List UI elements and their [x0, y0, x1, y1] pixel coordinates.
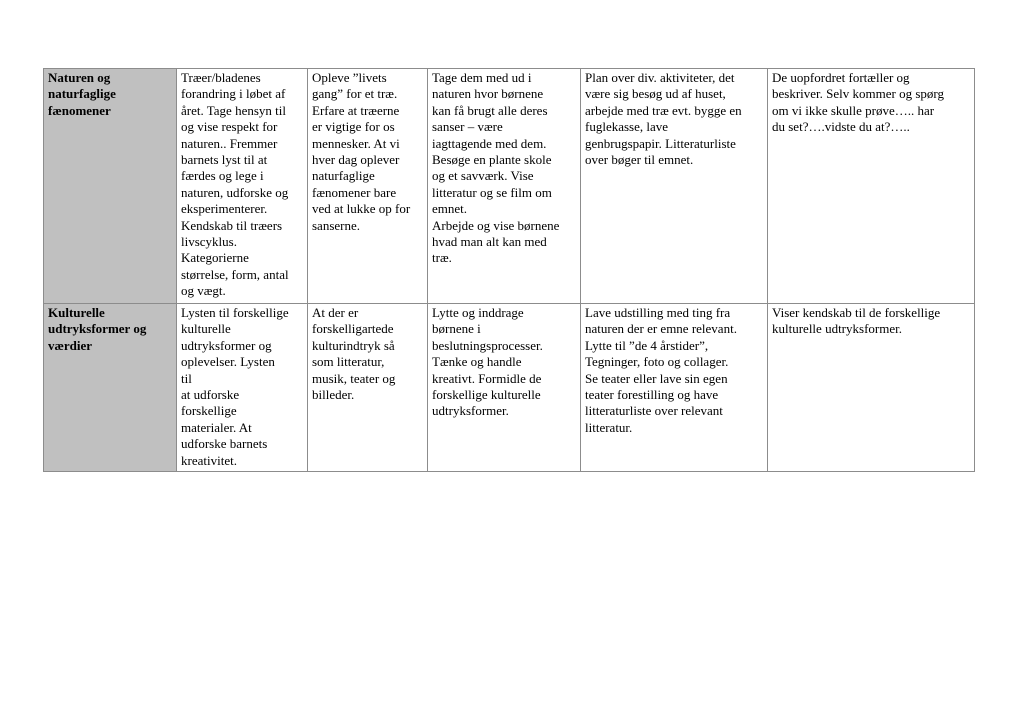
- table-cell: Lytte og inddrage børnene i beslutningsprocesser. Tænke og handle kreativt. Formidle de forskellige kulturelle udtryksformer.: [428, 304, 581, 472]
- table-cell: Lysten til forskellige kulturelle udtryksformer og oplevelser. Lysten til at udforske forskellige materialer. At udforske barnets kreativitet.: [177, 304, 308, 472]
- category-cell: Kulturelle udtryksformer og værdier: [44, 304, 177, 472]
- table-cell: Viser kendskab til de forskellige kulturelle udtryksformer.: [768, 304, 975, 472]
- table-cell: Opleve ”livets gang” for et træ. Erfare at træerne er vigtige for os mennesker. At vi hver dag oplever naturfaglige fænomener bare ved at lukke op for sanserne.: [308, 69, 428, 304]
- table-cell: Tage dem med ud i naturen hvor børnene kan få brugt alle deres sanser – være iagttagende med dem. Besøge en plante skole og et savværk. Vise litteratur og se film om emnet. Arbejde og vise børnene hvad man alt kan med træ.: [428, 69, 581, 304]
- table-row: [44, 304, 975, 472]
- table-cell: At der er forskelligartede kulturindtryk så som litteratur, musik, teater og billeder.: [308, 304, 428, 472]
- table-cell: Lave udstilling med ting fra naturen der er emne relevant. Lytte til ”de 4 årstider”, Tegninger, foto og collager. Se teater eller lave sin egen teater forestilling og have litteraturliste over relevant litteratur.: [581, 304, 768, 472]
- table-cell: De uopfordret fortæller og beskriver. Selv kommer og spørg om vi ikke skulle prøve….. har du set?….vidste du at?…..: [768, 69, 975, 304]
- curriculum-table: [43, 68, 975, 472]
- category-cell: Naturen og naturfaglige fænomener: [44, 69, 177, 304]
- table-cell: Træer/bladenes forandring i løbet af året. Tage hensyn til og vise respekt for naturen.. Fremmer barnets lyst til at færdes og lege i naturen, udforske og eksperimenterer. Kendskab til træers livscyklus. Kategorierne størrelse, form, antal og vægt.: [177, 69, 308, 304]
- table-row: [44, 69, 975, 304]
- table-cell: Plan over div. aktiviteter, det være sig besøg ud af huset, arbejde med træ evt. bygge en fuglekasse, lave genbrugspapir. Litteraturliste over bøger til emnet.: [581, 69, 768, 304]
